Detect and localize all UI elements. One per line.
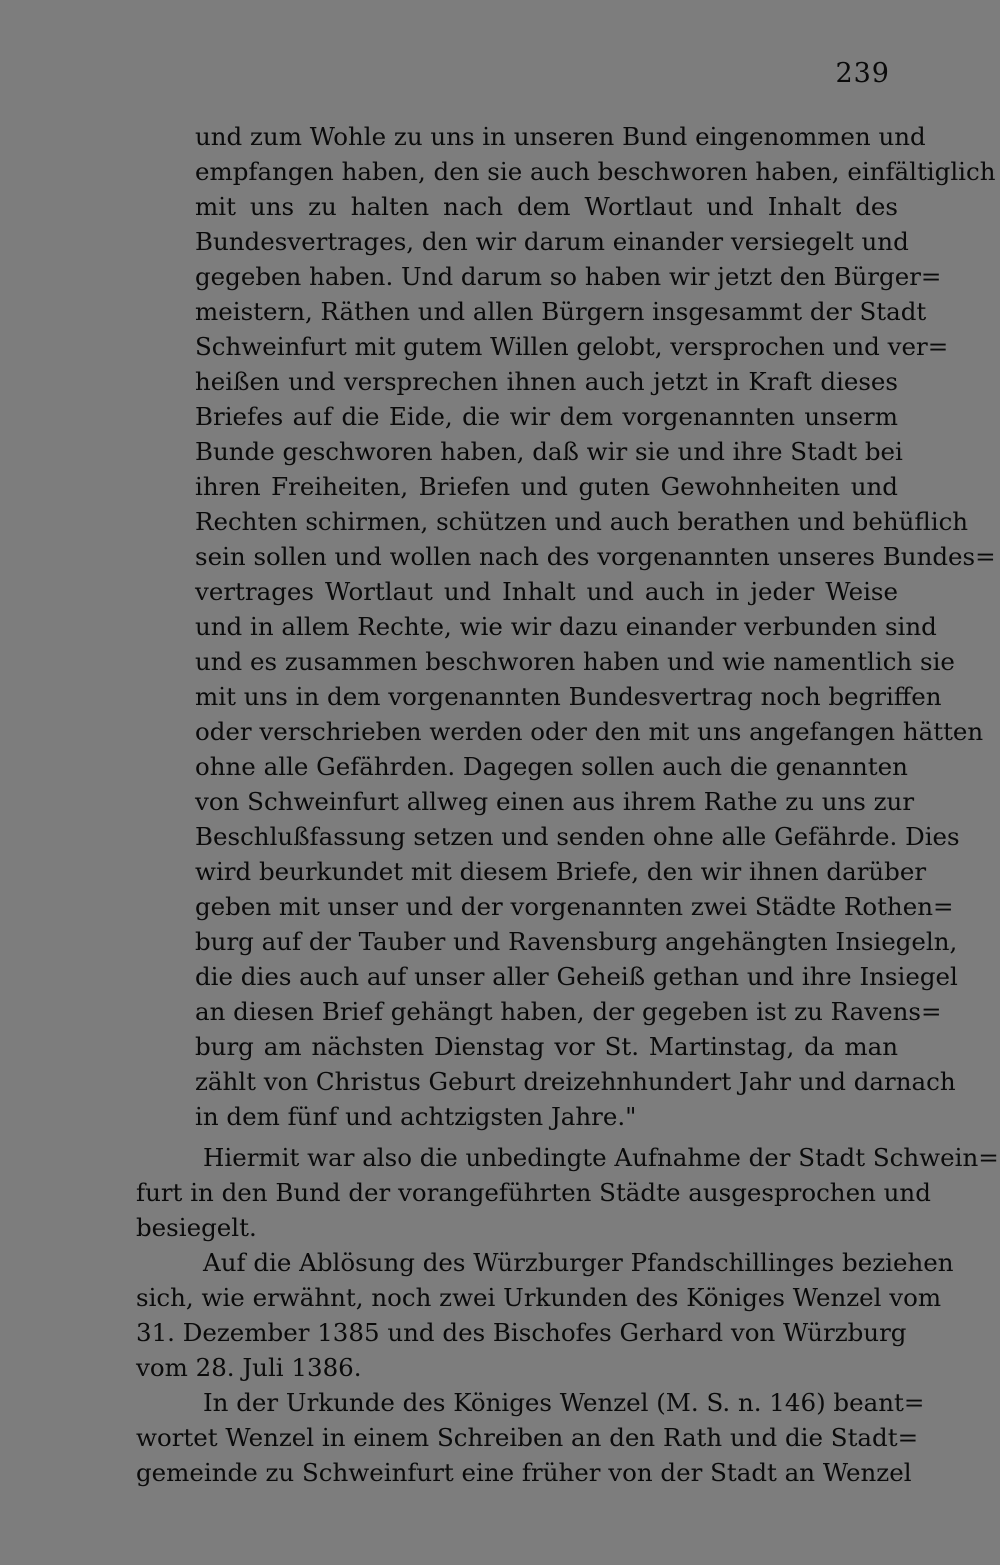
text-line: Briefes auf die Eide, die wir dem vorgenannten unserm (195, 402, 898, 431)
text-line: Rechten schirmen, schützen und auch berathen und behüflich (195, 507, 969, 536)
text-line: vertrages Wortlaut und Inhalt und auch in jeder Weise (195, 577, 898, 606)
text-line: mit uns zu halten nach dem Wortlaut und Inhalt des (195, 192, 898, 221)
text-line: wortet Wenzel in einem Schreiben an den Rath und die Stadt= (136, 1423, 919, 1452)
text-line: vom 28. Juli 1386. (136, 1353, 362, 1382)
text-line: meistern, Räthen und allen Bürgern insgesammt der Stadt (195, 297, 927, 326)
text-line: Auf die Ablösung des Würzburger Pfandschillinges beziehen (203, 1248, 954, 1277)
text-line: 31. Dezember 1385 und des Bischofes Gerhard von Würzburg (136, 1318, 907, 1347)
page-number: 239 (835, 58, 890, 89)
text-line: sein sollen und wollen nach des vorgenannten unseres Bundes= (195, 542, 996, 571)
text-line: wird beurkundet mit diesem Briefe, den wir ihnen darüber (195, 857, 927, 886)
text-line: Schweinfurt mit gutem Willen gelobt, versprochen und ver= (195, 332, 949, 361)
text-line: In der Urkunde des Königes Wenzel (M. S. n. 146) beant= (203, 1388, 925, 1417)
text-line: furt in den Bund der vorangeführten Städte ausgesprochen und (136, 1178, 931, 1207)
text-line: zählt von Christus Geburt dreizehnhundert Jahr und darnach (195, 1067, 956, 1096)
text-line: die dies auch auf unser aller Geheiß gethan und ihre Insiegel (195, 962, 958, 991)
text-line: Bunde geschworen haben, daß wir sie und ihre Stadt bei (195, 437, 903, 466)
text-line: in dem fünf und achtzigsten Jahre." (195, 1102, 637, 1131)
text-line: geben mit unser und der vorgenannten zwei Städte Rothen= (195, 892, 954, 921)
text-line: und in allem Rechte, wie wir dazu einander verbunden sind (195, 612, 937, 641)
text-line: und es zusammen beschworen haben und wie namentlich sie (195, 647, 955, 676)
text-line: burg am nächsten Dienstag vor St. Martinstag, da man (195, 1032, 898, 1061)
text-line: heißen und versprechen ihnen auch jetzt in Kraft dieses (195, 367, 898, 396)
text-line: besiegelt. (136, 1213, 257, 1242)
text-line: Bundesvertrages, den wir darum einander versiegelt und (195, 227, 909, 256)
text-line: empfangen haben, den sie auch beschworen haben, einfältiglich (195, 157, 996, 186)
text-line: an diesen Brief gehängt haben, der gegeben ist zu Ravens= (195, 997, 942, 1026)
text-line: oder verschrieben werden oder den mit uns angefangen hätten (195, 717, 984, 746)
text-line: Hiermit war also die unbedingte Aufnahme der Stadt Schwein= (203, 1143, 999, 1172)
text-line: burg auf der Tauber und Ravensburg angehängten Insiegeln, (195, 927, 958, 956)
text-line: von Schweinfurt allweg einen aus ihrem Rathe zu uns zur (195, 787, 915, 816)
text-line: gegeben haben. Und darum so haben wir jetzt den Bürger= (195, 262, 942, 291)
text-line: ohne alle Gefährden. Dagegen sollen auch die genannten (195, 752, 908, 781)
text-line: mit uns in dem vorgenannten Bundesvertrag noch begriffen (195, 682, 942, 711)
text-line: sich, wie erwähnt, noch zwei Urkunden des Königes Wenzel vom (136, 1283, 942, 1312)
text-line: Beschlußfassung setzen und senden ohne alle Gefährde. Dies (195, 822, 960, 851)
text-line: ihren Freiheiten, Briefen und guten Gewohnheiten und (195, 472, 898, 501)
text-line: und zum Wohle zu uns in unseren Bund eingenommen und (195, 122, 926, 151)
text-line: gemeinde zu Schweinfurt eine früher von der Stadt an Wenzel (136, 1458, 912, 1487)
